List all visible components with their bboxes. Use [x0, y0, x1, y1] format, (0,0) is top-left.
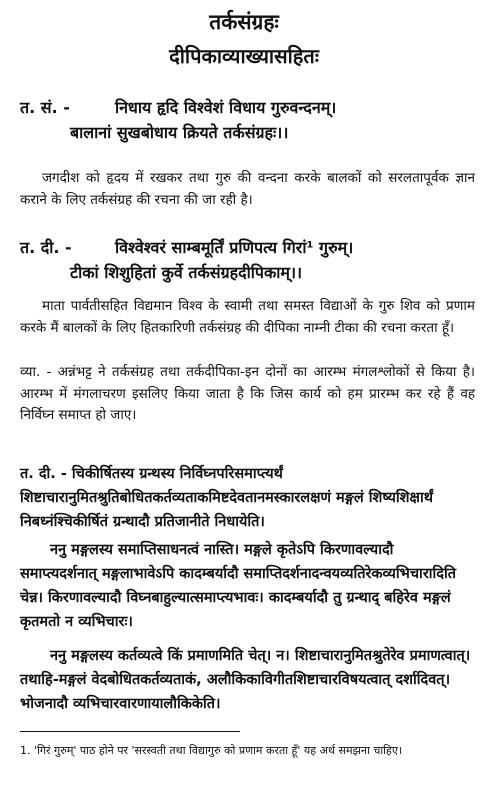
verse-line: टीकां शिशुहितां कुर्वे तर्कसंग्रहदीपिकाम्।। [70, 263, 303, 282]
verse-line: विश्वेश्वरं साम्बमूर्तिं प्रणिपत्य गिरां¹ गुरुम्। [115, 238, 354, 257]
verse-tarkasangraha [20, 95, 475, 145]
verse-line: निधाय हृदि विश्वेशं विधाय गुरुवन्दनम्। [115, 98, 337, 117]
verse-dipika [20, 235, 475, 285]
verse-line: बालानां सुखबोधाय क्रियते तर्कसंग्रहः।। [70, 123, 289, 142]
paragraph-text: व्या. - अन्नंभट्ट ने तर्कसंग्रह तथा तर्कदीपिका-इन दोनों का आरम्भ मंगलश्लोकों से किया है। आरम्भ में मंगलाचरण इसलिए किया जाता है कि जिस कार्य को हम प्रारम्भ कर रहे हैं वह निर्विघ्न समाप्त हो जाए। [20, 364, 475, 423]
footnote-divider [20, 731, 240, 732]
hindi-paragraph [20, 296, 475, 339]
paragraph-text: ननु मङ्गलस्य कर्तव्यत्वे किं प्रमाणमिति चेत्। न। शिष्टाचारानुमितश्रुतेरेव प्रमाणत्वात्। तथाहि-मङ्गलं वेदबोधितकर्तव्यताकं, अलौकिकाविगीतशिष्टाचारविषयत्वात् दर्शादिवत्। भोजनादौ व्यभिचारवारणायालौकिकेति। [20, 648, 471, 712]
verse-label: त. दी. - [20, 238, 72, 257]
sanskrit-paragraph [20, 644, 475, 716]
hindi-paragraph [20, 168, 475, 211]
sanskrit-paragraph [20, 462, 475, 534]
paragraph-text: जगदीश को हृदय में रखकर तथा गुरु की वन्दना करके बालकों को सरलतापूर्वक ज्ञान कराने के लिए तर्कसंग्रह की रचना की जा रही है। [20, 170, 475, 208]
paragraph-text: माता पार्वतीसहित विद्यमान विश्व के स्वामी तथा समस्त विद्याओं के गुरु शिव को प्रणाम करके मैं बालकों के लिए हितकारिणी तर्कसंग्रह की दीपिका नाम्नी टीका की रचना करता हूँ। [20, 298, 475, 336]
paragraph-text: ननु मङ्गलस्य समाप्तिसाधनत्वं नास्ति। मङ्गले कृतेऽपि किरणावल्यादौ समाप्त्यदर्शनात् मङ्गलाभावेऽपि कादम्बर्यादौ समाप्तिदर्शनादन्वयव्यतिरेकव्यभिचारादिति चेन्न। किरणावल्यादौ विघ्नबाहुल्यात्समाप्त्यभावः। कादम्बर्यादौ तु ग्रन्थाद् बहिरेव मङ्गलं कृतमतो न व्यभिचारः। [20, 542, 456, 630]
page-subtitle: दीपिकाव्याख्यासहितः [169, 44, 319, 68]
vyakhya-paragraph [20, 362, 475, 427]
paragraph-text: त. दी. - चिकीर्षितस्य ग्रन्थस्य निर्विघ्नपरिसमाप्त्यर्थं शिष्टाचारानुमितश्रुतिबोधितकर्तव्यताकमिष्टदेवतानमस्कारलक्षणं मङ्गलं शिष्यशिक्षार्थं निबध्नंश्चिकीर्षितं ग्रन्थादौ प्रतिजानीते निधायेति। [20, 466, 433, 530]
sanskrit-paragraph [20, 538, 475, 634]
verse-label: त. सं. - [20, 98, 70, 117]
footnote: 1. 'गिरं गुरुम्' पाठ होने पर 'सरस्वती तथा विद्यागुरु को प्रणाम करता हूँ' यह अर्थ समझना चाहिए। [20, 744, 403, 757]
page-title: तर्कसंग्रहः [209, 10, 279, 34]
